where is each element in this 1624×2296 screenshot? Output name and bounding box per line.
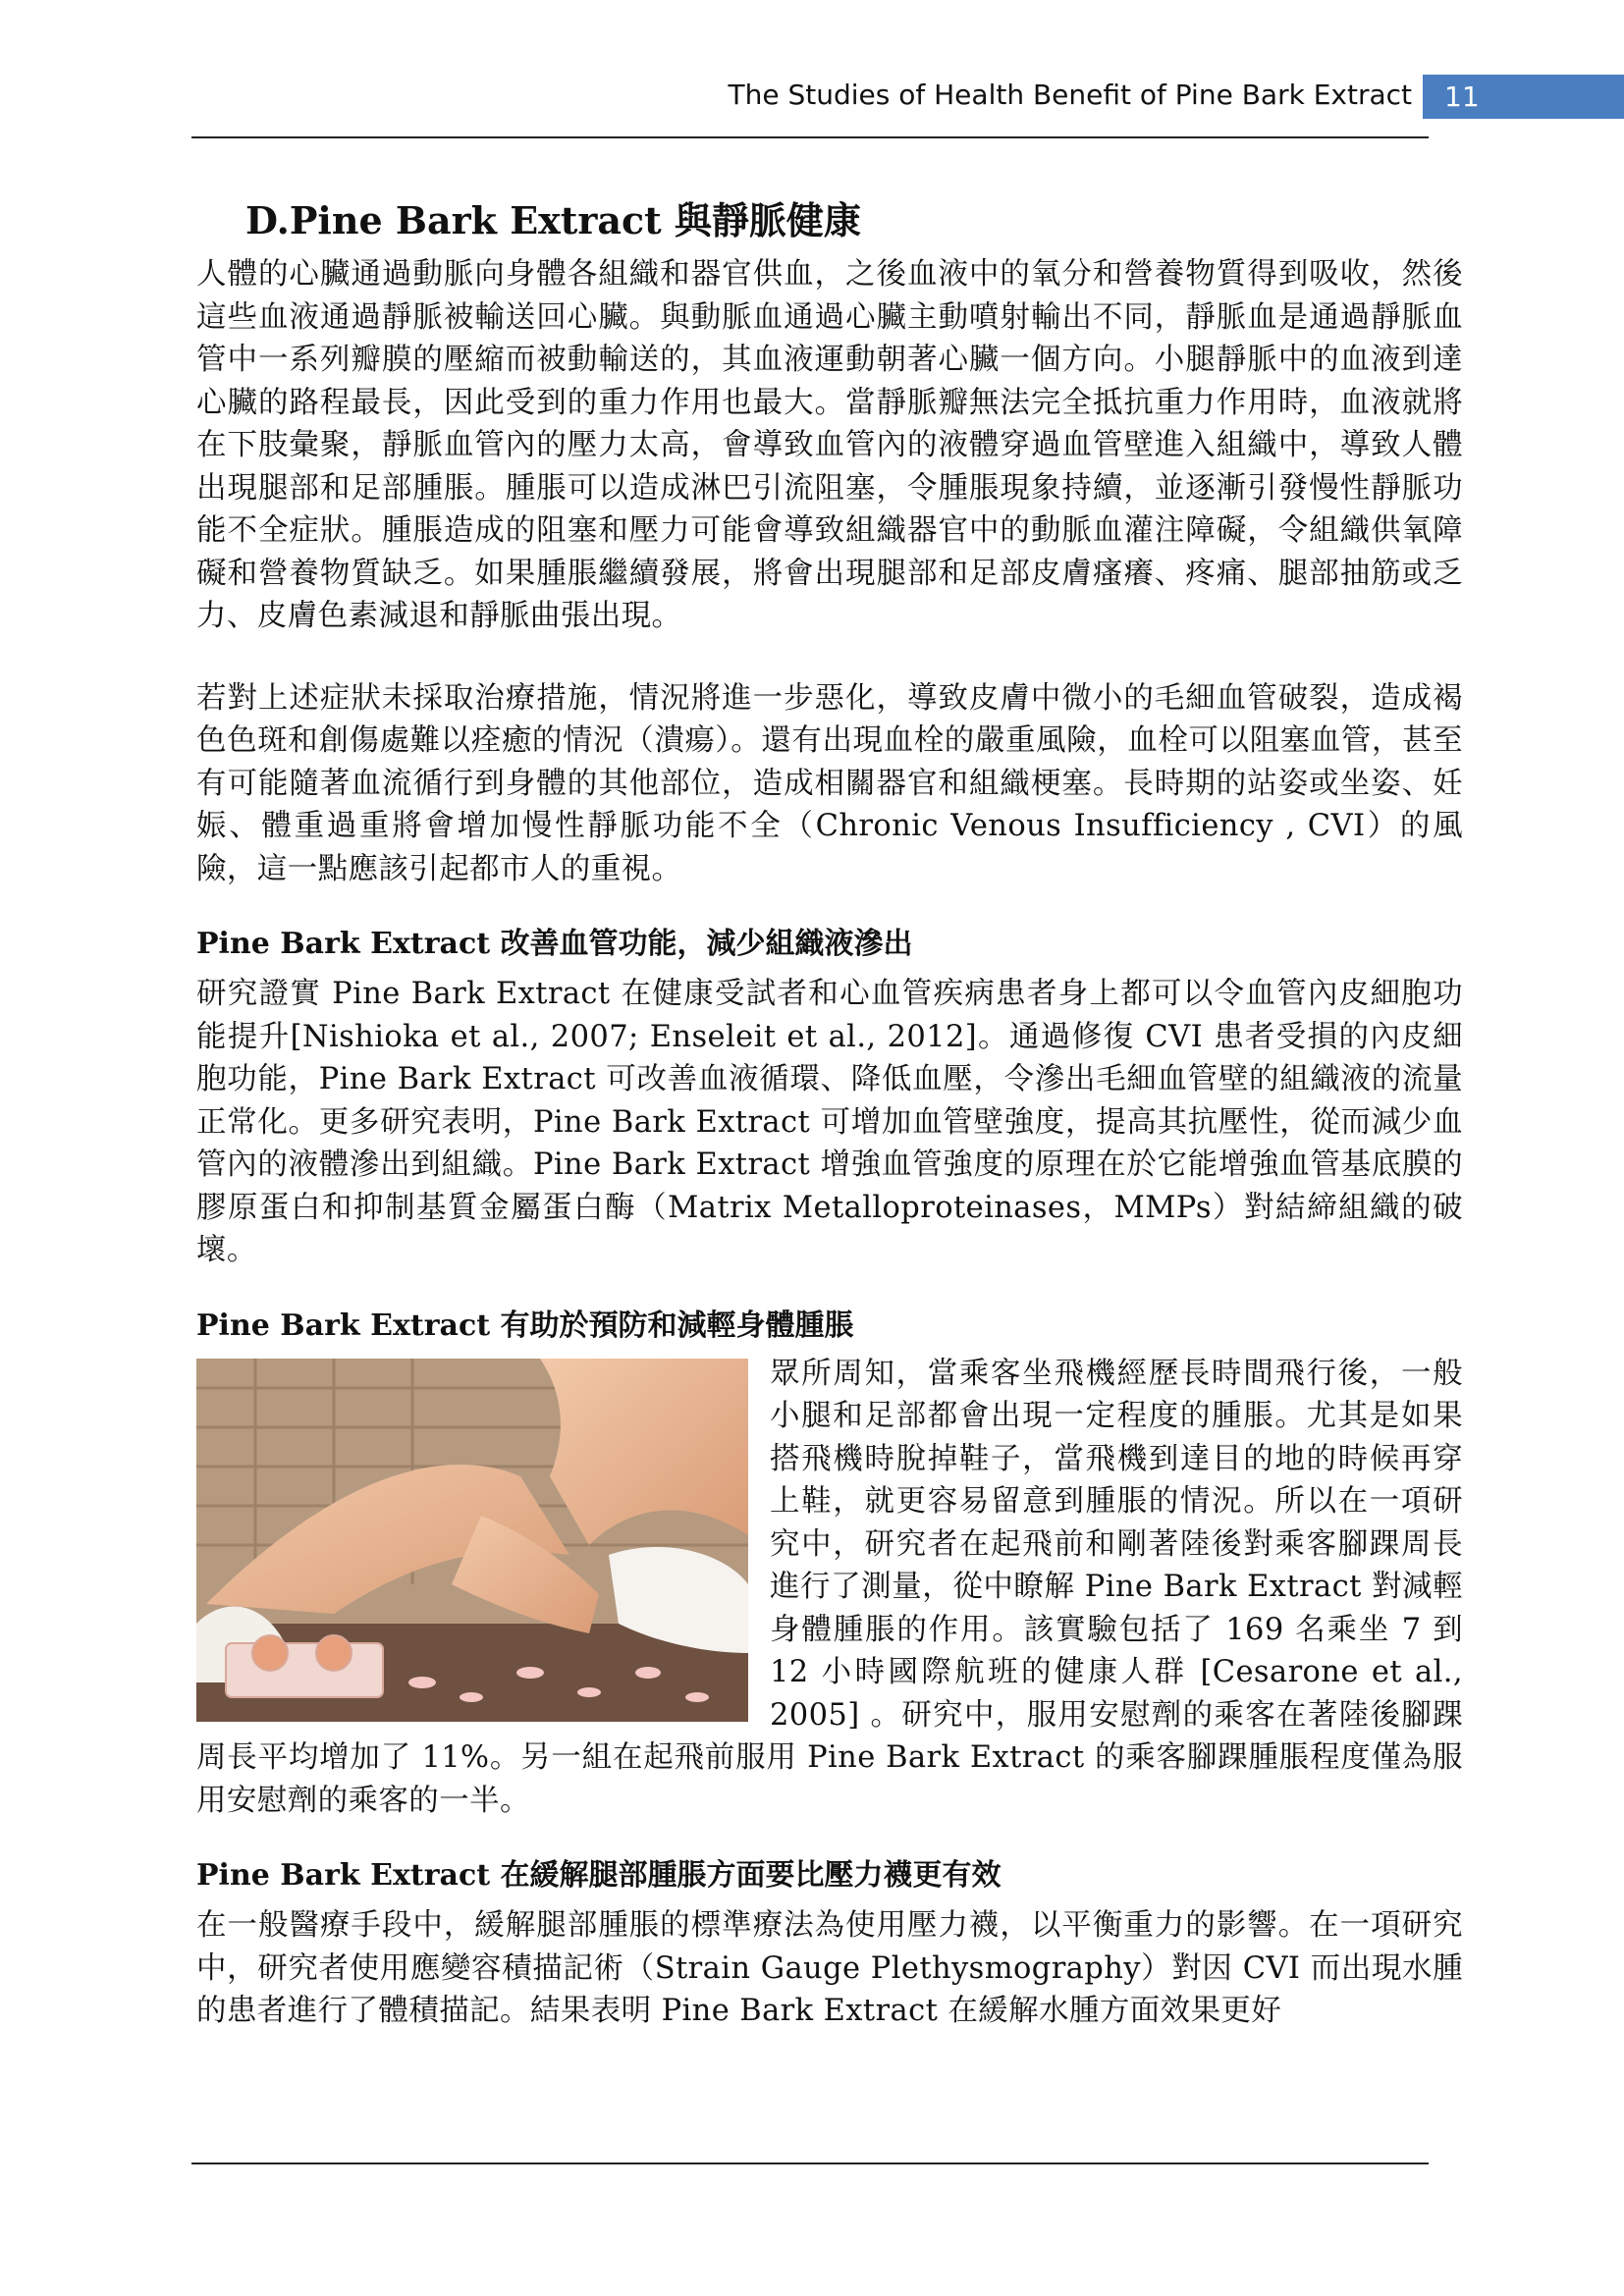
running-header <box>191 61 1624 139</box>
footer-rule <box>191 2163 1429 2164</box>
section-title: D.Pine Bark Extract 與靜脈健康 <box>245 198 861 242</box>
subheading-swelling-prevention: Pine Bark Extract 有助於預防和減輕身體腫脹 <box>196 1308 854 1343</box>
header-title: The Studies of Health Benefit of Pine Bark Extract <box>728 79 1412 111</box>
header-rule <box>191 136 1429 138</box>
leg-massage-illustration <box>196 1359 748 1722</box>
page-content <box>196 196 1463 2033</box>
subheading-compression-stockings: Pine Bark Extract 在緩解腿部腫脹方面要比壓力襪更有效 <box>196 1858 1001 1893</box>
leg-massage-photo <box>196 1359 748 1722</box>
page-number: 11 <box>1423 75 1624 119</box>
paragraph-vascular-function: 研究證實 Pine Bark Extract 在健康受試者和心血管疾病患者身上都可以令血管內皮細胞功能提升[Nishioka et al., 2007; Enseleit et al., 2012]。通過修復 CVI 患者受損的內皮細胞功能，Pine Bark Extract 可改善血液循環、降低血壓，令滲出毛細血管壁的組織液的流量正常化。更多研究表明，Pine Bark Extract 可增加血管壁強度，提高其抗壓性，從而減少血管內的液體滲出到組織。Pine Bark Extract 增強血管強度的原理在於它能增強血管基底膜的膠原蛋白和抑制基質金屬蛋白酶（Matrix Metalloproteinases，MMPs）對結締組織的破壞。 <box>196 977 1463 1267</box>
paragraph-swelling-prevention: 眾所周知，當乘客坐飛機經歷長時間飛行後，一般小腿和足部都會出現一定程度的腫脹。尤其是如果搭飛機時脫掉鞋子，當飛機到達目的地的時候再穿上鞋，就更容易留意到腫脹的情況。所以在一項研究中，研究者在起飛前和剛著陸後對乘客腳踝周長進行了測量，從中瞭解 Pine Bark Extract 對減輕身體腫脹的作用。該實驗包括了 169 名乘坐 7 到 12 小時國際航班的健康人群 [Cesarone et al., 2005] 。研究中，服用安慰劑的乘客在著陸後腳踝周長平均增加了 11%。另一組在起飛前服用 Pine Bark Extract 的乘客腳踝腫脹程度僅為服用安慰劑的乘客的一半。 <box>196 1356 1463 1818</box>
section-paragraph-2: 若對上述症狀未採取治療措施，情況將進一步惡化，導致皮膚中微小的毛細血管破裂，造成褐色色斑和創傷處難以痊癒的情況（潰瘍）。還有出現血栓的嚴重風險，血栓可以阻塞血管，甚至有可能隨著血流循行到身體的其他部位，造成相關器官和組織梗塞。長時期的站姿或坐姿、妊娠、體重過重將會增加慢性靜脈功能不全（Chronic Venous Insufficiency , CVI）的風險，這一點應該引起都市人的重視。 <box>196 680 1463 886</box>
paragraph-compression-stockings: 在一般醫療手段中，緩解腿部腫脹的標準療法為使用壓力襪，以平衡重力的影響。在一項研究中，研究者使用應變容積描記術（Strain Gauge Plethysmography）對因 CVI 而出現水腫的患者進行了體積描記。結果表明 Pine Bark Extract 在緩解水腫方面效果更好 <box>196 1908 1463 2028</box>
section-paragraph-1: 人體的心臟通過動脈向身體各組織和器官供血，之後血液中的氧分和營養物質得到吸收，然後這些血液通過靜脈被輸送回心臟。與動脈血通過心臟主動噴射輸出不同，靜脈血是通過靜脈血管中一系列瓣膜的壓縮而被動輸送的，其血液運動朝著心臟一個方向。小腿靜脈中的血液到達心臟的路程最長，因此受到的重力作用也最大。當靜脈瓣無法完全抵抗重力作用時，血液就將在下肢彙聚，靜脈血管內的壓力太高，會導致血管內的液體穿過血管壁進入組織中，導致人體出現腿部和足部腫脹。腫脹可以造成淋巴引流阻塞，令腫脹現象持續，並逐漸引發慢性靜脈功能不全症狀。腫脹造成的阻塞和壓力可能會導致組織器官中的動脈血灌注障礙，令組織供氧障礙和營養物質缺乏。如果腫脹繼續發展，將會出現腿部和足部皮膚瘙癢、疼痛、腿部抽筋或乏力、皮膚色素減退和靜脈曲張出現。 <box>196 257 1463 633</box>
subheading-vascular-function: Pine Bark Extract 改善血管功能，減少組織液滲出 <box>196 927 913 961</box>
